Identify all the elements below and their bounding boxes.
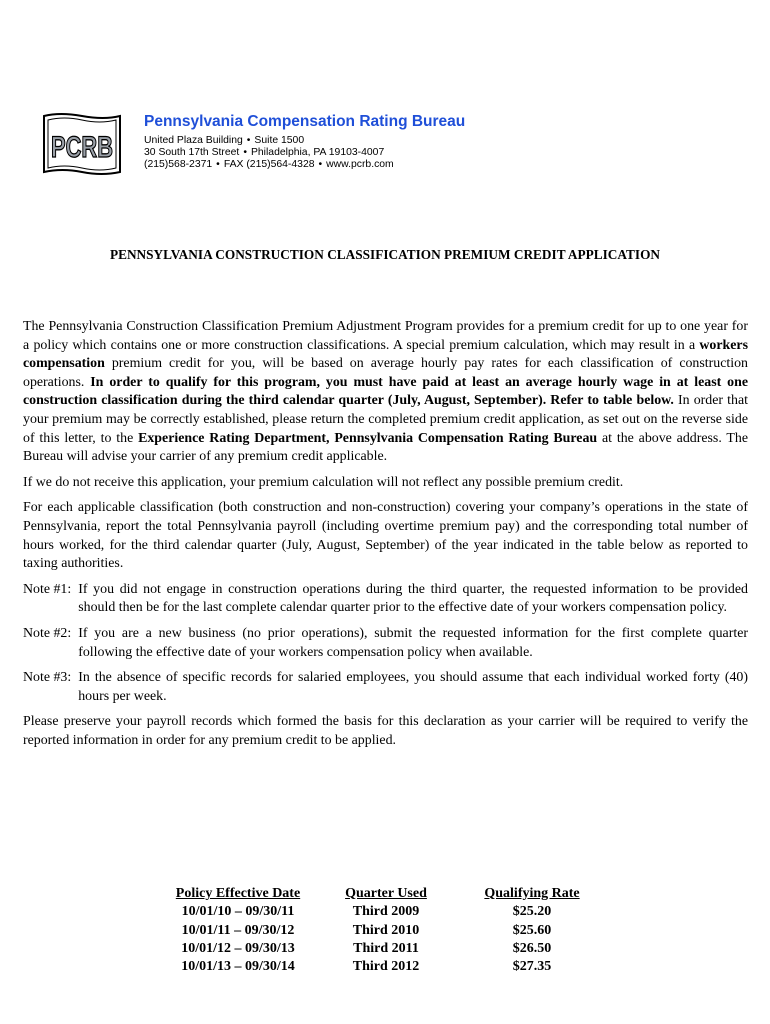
table-cell: $25.60 (512, 922, 552, 938)
note-1 (23, 581, 748, 618)
qualifying-rate-column (478, 885, 586, 976)
street: 30 South 17th Street (144, 147, 240, 158)
table-cell: 10/01/13 – 09/30/14 (181, 959, 295, 975)
note-label: Note #2: (23, 625, 72, 641)
no-application-paragraph: If we do not receive this application, your premium calculation will not reflect any possible premium credit. (23, 474, 624, 490)
column-header: Quarter Used (345, 886, 427, 901)
column-header: Policy Effective Date (175, 886, 301, 901)
org-name: Pennsylvania Compensation Rating Bureau (144, 113, 466, 130)
suite: Suite 1500 (254, 135, 305, 146)
note-text: If you are a new business (no prior operations), submit the requested information for the first complete quarter following the effective date of your workers compensation policy when available. (78, 625, 748, 660)
table-cell: 10/01/10 – 09/30/11 (181, 904, 295, 920)
phone: (215)568-2371 (144, 159, 213, 170)
website: www.pcrb.com (326, 159, 394, 170)
quarter-used-column (336, 885, 436, 976)
table-cell: 10/01/11 – 09/30/12 (181, 922, 295, 938)
table-cell: Third 2011 (353, 940, 419, 956)
table-cell: Third 2010 (352, 922, 420, 938)
note-text: In the absence of specific records for salaried employees, you should assume that each individual worked forty (40) hours per week. (78, 670, 748, 704)
note-label: Note #1: (23, 581, 72, 597)
reporting-paragraph: For each applicable classification (both construction and non-construction) covering your company’s operations in the state of Pennsylvania, report the total Pennsylvania payroll (including overtime premium pay) and the corresponding total number of hours worked, for the third calendar quarter (July, August, September) of the year indicated in the table below as reported to taxing authorities. (23, 500, 748, 572)
policy-date-column (170, 885, 306, 976)
address-line-3: (215)568-2371 • FAX (215)564-4328 • www.pcrb.com (144, 159, 394, 170)
city: Philadelphia, PA 19103-4007 (250, 147, 385, 158)
table-cell: Third 2012 (352, 959, 420, 975)
table-cell: 10/01/12 – 09/30/13 (181, 940, 295, 956)
document-title: PENNSYLVANIA CONSTRUCTION CLASSIFICATION PREMIUM CREDIT APPLICATION (109, 247, 661, 262)
preserve-records-paragraph: Please preserve your payroll records which formed the basis for this declaration as your carrier will be required to verify the reported information in order for any premium credit to be applied. (23, 714, 748, 748)
note-text: If you did not engage in construction operations during the third quarter, the requested information to be provided should then be for the last complete calendar quarter prior to the effective date of your workers compensation policy. (78, 581, 748, 616)
table-cell: $26.50 (512, 940, 552, 956)
fax: FAX (215)564-4328 (223, 159, 315, 170)
address-line-2: 30 South 17th Street • Philadelphia, PA 19103-4007 (144, 147, 385, 158)
svg-text:PCRB: PCRB (51, 131, 113, 164)
intro-paragraph: The Pennsylvania Construction Classification Premium Adjustment Program provides for a premium credit for up to one year for a policy which contains one or more construction classifications. A special premium calculation, which may result in a workers compensation premium credit for you, will be based on average hourly pay rates for each classification of construction operations. In order to qualify for this program, you must have paid at least an average hourly wage in at least one construction classification during the third calendar quarter (July, August, September). Refer to table below. In order that your premium may be correctly established, please return the completed premium credit application, as set out on the reverse side of this letter, to the Experience Rating Department, Pennsylvania Compensation Rating Bureau at the above address. The Bureau will advise your carrier of any premium credit applicable. (23, 319, 749, 465)
letterhead (40, 110, 520, 180)
pcrb-logo (40, 110, 124, 180)
table-cell: $27.35 (512, 959, 552, 975)
note-label: Note #3: (23, 670, 72, 686)
address-line-1: United Plaza Building • Suite 1500 (144, 135, 305, 146)
note-2 (23, 625, 748, 662)
body-text (23, 318, 748, 757)
building: United Plaza Building (144, 135, 243, 146)
column-header: Qualifying Rate (484, 886, 580, 901)
note-3 (23, 669, 748, 706)
table-cell: $25.20 (512, 904, 552, 920)
table-cell: Third 2009 (352, 904, 420, 920)
